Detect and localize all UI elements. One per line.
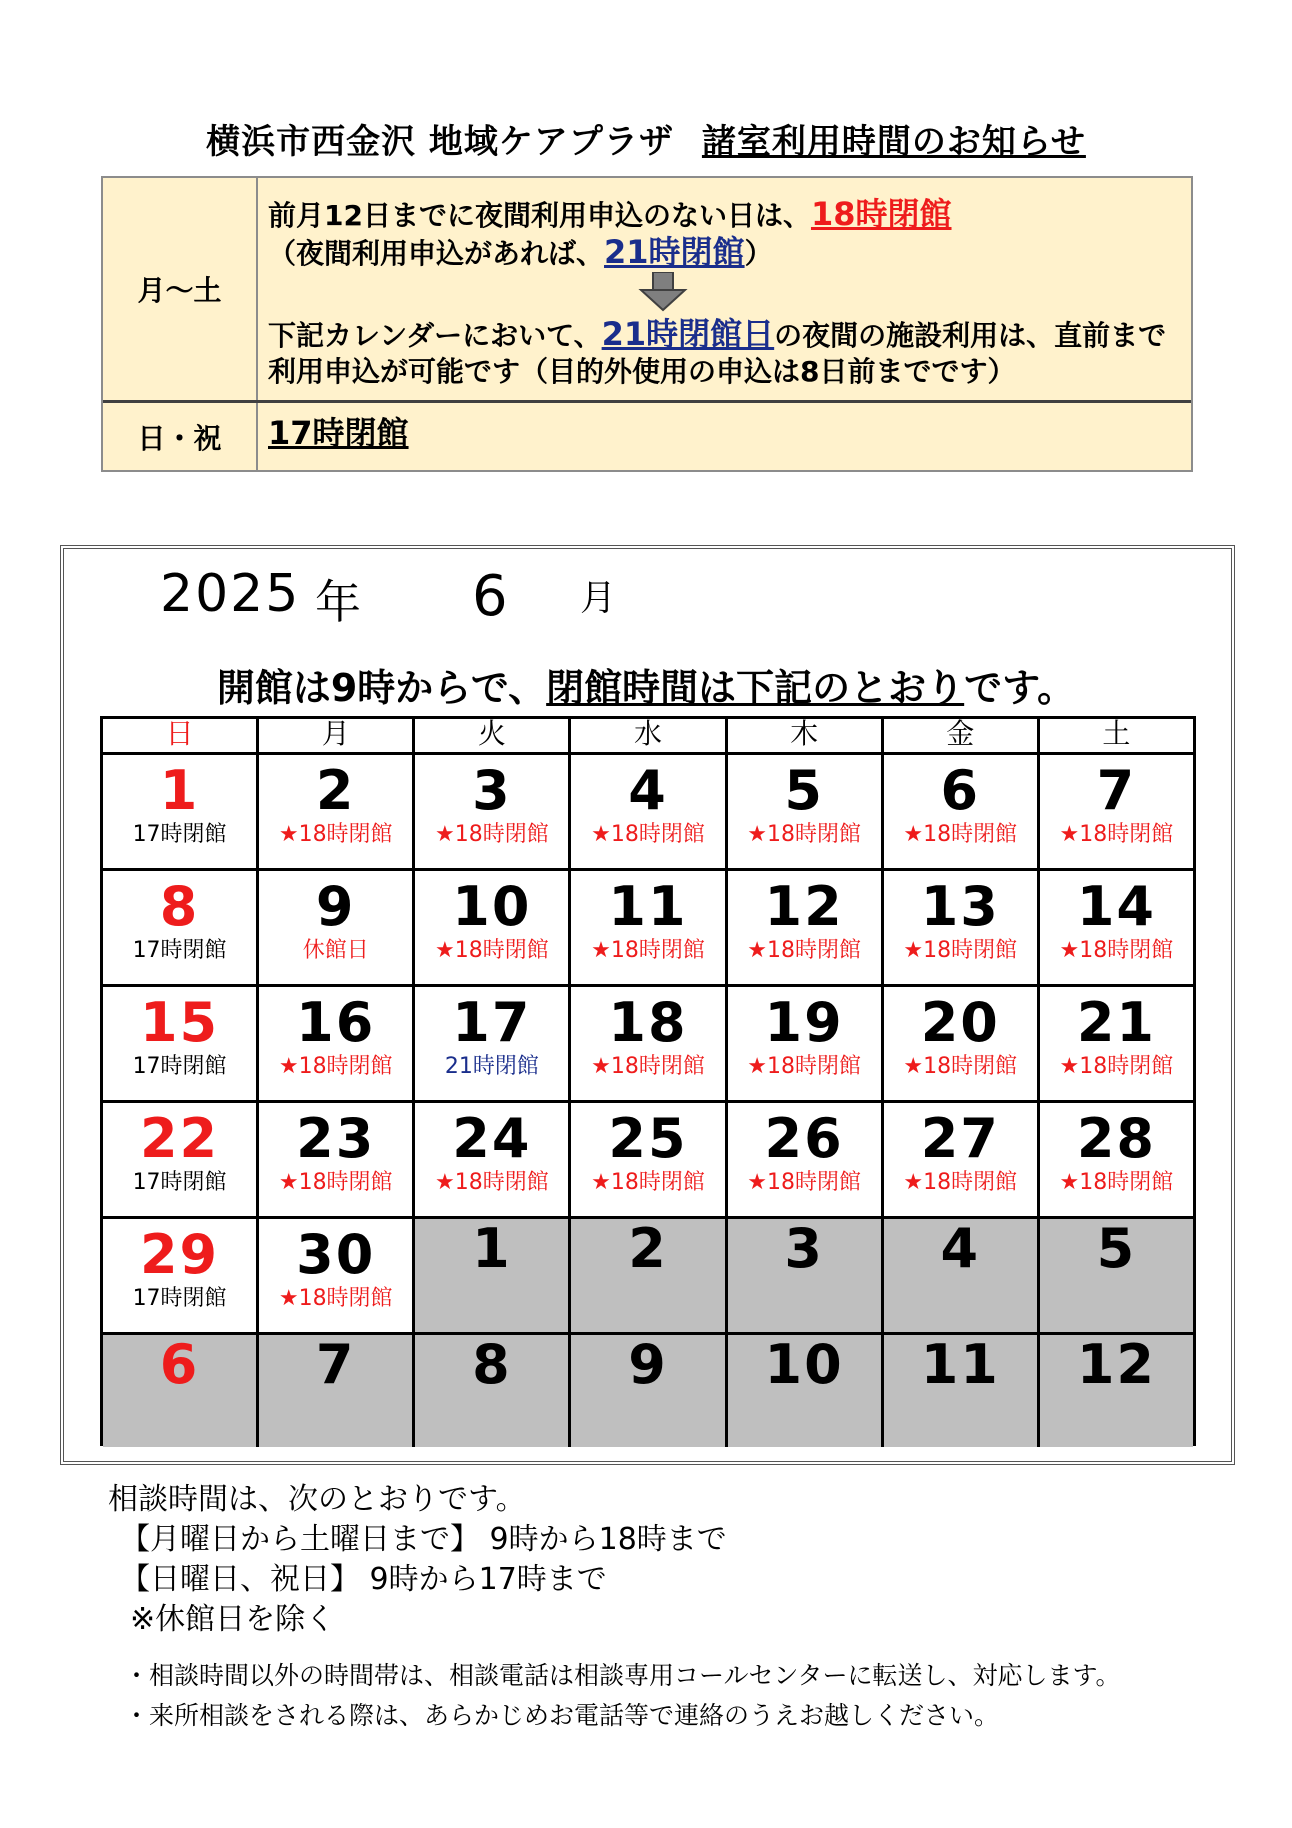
- day-number: 2: [628, 1217, 668, 1280]
- page-title: [0, 114, 1292, 163]
- hours-line4-text: 利用申込が可能です（目的外使用の申込は8日前までです）: [268, 355, 1016, 388]
- calendar-day: [415, 1219, 571, 1332]
- day-number: 3: [784, 1217, 824, 1280]
- calendar-day: [1040, 755, 1193, 868]
- calendar-week: [103, 1103, 1193, 1219]
- day-number: 30: [296, 1223, 376, 1286]
- weekday-header: [103, 719, 1193, 755]
- day-number: 1: [159, 759, 200, 822]
- close-21-day-label: 21時閉館日: [601, 315, 775, 353]
- day-closing-note: 休館日: [302, 938, 369, 963]
- day-closing-note: 17時閉館: [132, 1286, 227, 1311]
- day-closing-note: 17時閉館: [132, 1054, 227, 1079]
- calendar-day: [728, 755, 884, 868]
- day-number: 6: [159, 1333, 200, 1396]
- title-sub: 諸室利用時間のお知らせ: [701, 122, 1086, 162]
- day-closing-note: 17時閉館: [132, 1170, 227, 1195]
- weekday-wed: 水: [571, 719, 727, 752]
- consult-line2: 【月曜日から土曜日まで】 9時から18時まで: [120, 1522, 727, 1557]
- day-closing-note: ★18時閉館: [747, 1054, 861, 1079]
- day-closing-note: ★18時閉館: [591, 938, 705, 963]
- weekday-mon: 月: [259, 719, 415, 752]
- day-closing-note: ★18時閉館: [1059, 1170, 1174, 1195]
- day-number: 10: [452, 875, 532, 938]
- day-closing-note: 17時閉館: [132, 938, 227, 963]
- calendar-day: [103, 871, 259, 984]
- calendar-day: [259, 1335, 415, 1447]
- weekday-tue: 火: [415, 719, 571, 752]
- calendar-week: [103, 1219, 1193, 1335]
- close-18-label: 18時閉館: [810, 195, 952, 233]
- day-closing-note: ★18時閉館: [747, 938, 861, 963]
- calendar-day: [415, 1335, 571, 1447]
- day-number: 17: [452, 991, 532, 1054]
- weekday-sun: 日: [103, 719, 259, 752]
- day-number: 12: [1076, 1333, 1156, 1396]
- day-number: 9: [628, 1333, 668, 1396]
- calendar-week: [103, 1335, 1193, 1447]
- day-number: 4: [940, 1217, 981, 1280]
- calendar-year-label: 年: [315, 575, 363, 629]
- day-number: 8: [159, 875, 200, 938]
- arrow-down-icon: [638, 272, 688, 312]
- holiday-value: 17時閉館: [268, 414, 409, 452]
- day-number: 5: [784, 759, 824, 822]
- day-closing-note: 21時閉館: [444, 1054, 539, 1079]
- day-number: 22: [139, 1107, 220, 1170]
- calendar-day: [1040, 1103, 1193, 1216]
- calendar-day: [884, 1219, 1040, 1332]
- calendar-day: [1040, 871, 1193, 984]
- hours-line2-text: （夜間利用申込があれば、: [268, 237, 605, 270]
- note-bullet1: ・相談時間以外の時間帯は、相談電話は相談専用コールセンターに転送し、対応します。: [124, 1661, 1121, 1690]
- consultation-notes: [124, 1656, 1121, 1736]
- day-closing-note: ★18時閉館: [591, 1170, 705, 1195]
- notice-text-a: 開館は9時からで、: [216, 666, 547, 710]
- day-closing-note: ★18時閉館: [1059, 1054, 1174, 1079]
- day-number: 16: [296, 991, 376, 1054]
- day-closing-note: ★18時閉館: [903, 1054, 1018, 1079]
- calendar-weeks: [103, 755, 1193, 1447]
- weekday-sat: 土: [1102, 717, 1131, 750]
- day-closing-note: ★18時閉館: [278, 822, 393, 847]
- calendar-day: [571, 1335, 727, 1447]
- calendar-day: [1040, 1219, 1193, 1332]
- calendar-week: [103, 987, 1193, 1103]
- notice-text-c: です。: [964, 666, 1076, 710]
- notice-text-b: 閉館時間は下記のとおり: [546, 666, 965, 710]
- weekday-label: 月～土: [103, 178, 258, 400]
- hours-line1-text: 前月12日までに夜間利用申込のない日は、: [268, 199, 811, 232]
- day-number: 13: [920, 875, 1000, 938]
- day-closing-note: ★18時閉館: [278, 1170, 393, 1195]
- day-closing-note: ★18時閉館: [903, 1170, 1018, 1195]
- day-closing-note: ★18時閉館: [591, 1054, 705, 1079]
- hours-table: [101, 176, 1193, 472]
- hours-line3-text: 下記カレンダーにおいて、: [268, 319, 602, 352]
- opening-notice: [0, 657, 1292, 712]
- day-number: 10: [764, 1333, 844, 1396]
- day-closing-note: ★18時閉館: [434, 938, 549, 963]
- day-number: 20: [920, 991, 1000, 1054]
- calendar-day: [571, 871, 727, 984]
- calendar-day: [103, 755, 259, 868]
- day-number: 28: [1076, 1107, 1156, 1170]
- day-closing-note: ★18時閉館: [747, 1170, 861, 1195]
- day-closing-note: ★18時閉館: [278, 1054, 393, 1079]
- calendar-day: [259, 1103, 415, 1216]
- calendar-day: [884, 1335, 1040, 1447]
- day-closing-note: ★18時閉館: [1059, 822, 1174, 847]
- day-closing-note: 17時閉館: [132, 822, 227, 847]
- hours-line3-rest: の夜間の施設利用は、直前まで: [774, 319, 1167, 352]
- day-number: 15: [139, 991, 220, 1054]
- calendar-grid: [100, 716, 1196, 1446]
- calendar-day: [728, 1219, 884, 1332]
- calendar-day: [571, 1219, 727, 1332]
- calendar-day: [259, 987, 415, 1100]
- day-closing-note: ★18時閉館: [903, 822, 1018, 847]
- day-number: 3: [472, 759, 512, 822]
- day-number: 25: [608, 1107, 688, 1170]
- calendar-day: [571, 987, 727, 1100]
- day-number: 8: [472, 1333, 512, 1396]
- day-number: 27: [920, 1107, 1000, 1170]
- calendar-day: [1040, 1335, 1193, 1447]
- day-number: 14: [1076, 875, 1156, 938]
- weekday-fri: 金: [884, 719, 1040, 752]
- day-number: 4: [628, 759, 668, 822]
- weekday-thu: 木: [728, 719, 884, 752]
- calendar-day: [884, 1103, 1040, 1216]
- day-closing-note: ★18時閉館: [434, 1170, 549, 1195]
- day-number: 12: [764, 875, 844, 938]
- weekday-content: [268, 196, 1181, 390]
- calendar-day: [415, 755, 571, 868]
- consultation-info: [108, 1480, 727, 1640]
- day-number: 18: [608, 991, 688, 1054]
- calendar-year: 2025: [160, 564, 301, 624]
- calendar-day: [728, 1335, 884, 1447]
- calendar-day: [259, 755, 415, 868]
- calendar-day: [884, 755, 1040, 868]
- note-bullet2: ・来所相談をされる際は、あらかじめお電話等で連絡のうえお越しください。: [124, 1701, 1000, 1730]
- calendar-day: [884, 871, 1040, 984]
- day-number: 21: [1076, 991, 1156, 1054]
- day-number: 1: [472, 1217, 512, 1280]
- day-number: 2: [315, 759, 356, 822]
- day-number: 6: [940, 759, 981, 822]
- calendar-day: [728, 871, 884, 984]
- weekday-row: [103, 178, 1191, 403]
- day-number: 7: [315, 1333, 356, 1396]
- calendar-day: [415, 987, 571, 1100]
- calendar-day: [103, 1103, 259, 1216]
- calendar-day: [259, 871, 415, 984]
- day-number: 9: [315, 875, 356, 938]
- consult-line3: 【日曜日、祝日】 9時から17時まで: [120, 1562, 607, 1597]
- day-closing-note: ★18時閉館: [434, 822, 549, 847]
- calendar-day: [415, 1103, 571, 1216]
- calendar-week: [103, 755, 1193, 871]
- calendar-day: [1040, 987, 1193, 1100]
- day-number: 19: [764, 991, 844, 1054]
- calendar-day: [728, 1103, 884, 1216]
- day-number: 11: [608, 875, 688, 938]
- day-closing-note: ★18時閉館: [278, 1286, 393, 1311]
- day-number: 29: [139, 1223, 220, 1286]
- day-number: 26: [764, 1107, 844, 1170]
- hours-line2-close: ）: [744, 237, 773, 270]
- calendar-day: [571, 1103, 727, 1216]
- title-main: 横浜市西金沢 地域ケアプラザ: [206, 122, 674, 162]
- day-closing-note: ★18時閉館: [747, 822, 861, 847]
- day-closing-note: ★18時閉館: [591, 822, 705, 847]
- calendar-month-label: 月: [580, 578, 619, 619]
- close-21-label: 21時閉館: [604, 233, 745, 271]
- calendar-day: [103, 1335, 259, 1447]
- calendar-month: 6: [472, 564, 510, 629]
- day-number: 23: [296, 1107, 376, 1170]
- day-number: 5: [1096, 1217, 1137, 1280]
- calendar-day: [728, 987, 884, 1100]
- holiday-label: 日・祝: [103, 403, 258, 470]
- calendar-week: [103, 871, 1193, 987]
- day-number: 24: [452, 1107, 532, 1170]
- day-closing-note: ★18時閉館: [903, 938, 1018, 963]
- calendar-day: [415, 871, 571, 984]
- calendar-day: [571, 755, 727, 868]
- holiday-row: [103, 403, 1191, 470]
- consult-line4: ※休館日を除く: [130, 1602, 336, 1637]
- consult-line1: 相談時間は、次のとおりです。: [108, 1482, 526, 1517]
- calendar-day: [884, 987, 1040, 1100]
- day-number: 11: [920, 1333, 1000, 1396]
- calendar-day: [259, 1219, 415, 1332]
- day-number: 7: [1096, 759, 1137, 822]
- calendar-day: [103, 1219, 259, 1332]
- day-closing-note: ★18時閉館: [1059, 938, 1174, 963]
- calendar-day: [103, 987, 259, 1100]
